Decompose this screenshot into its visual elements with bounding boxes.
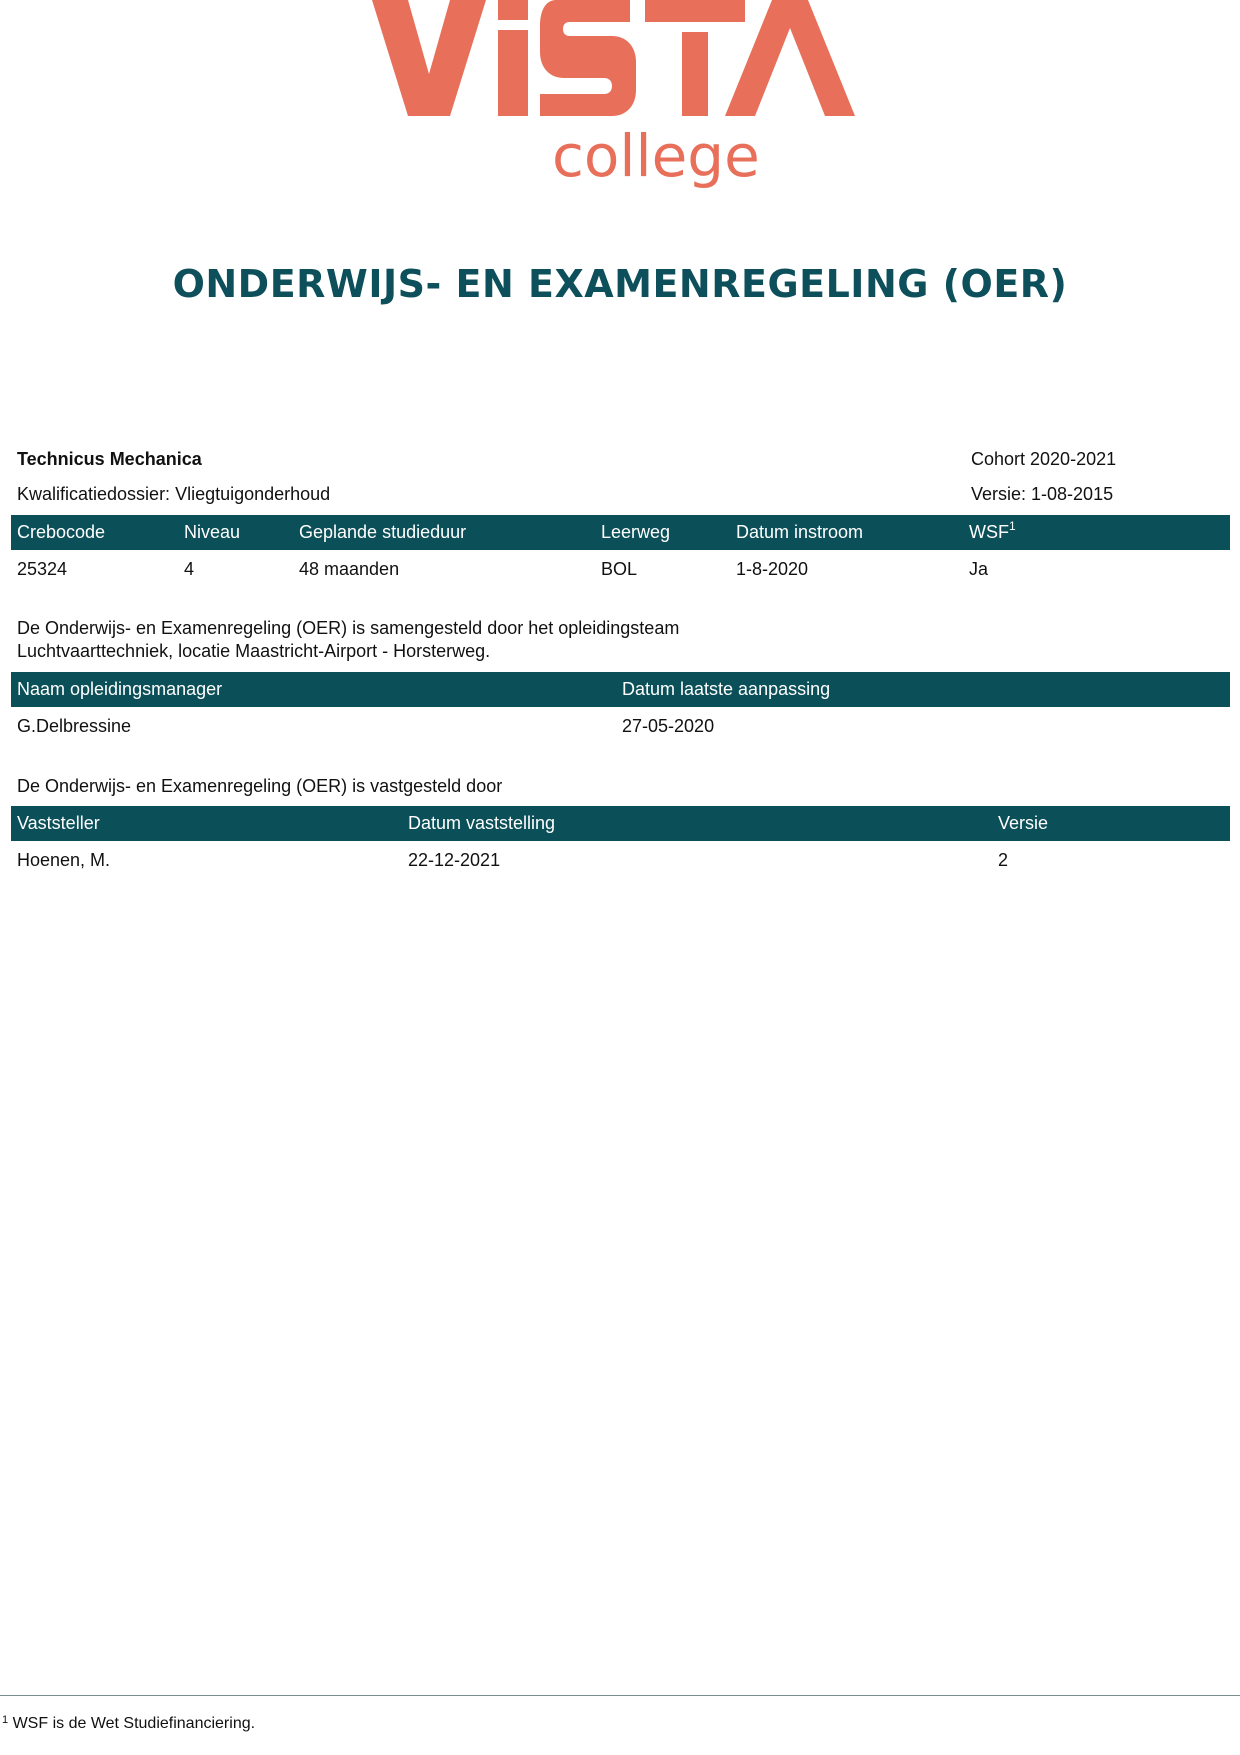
footnote-text: WSF is de Wet Studiefinanciering. <box>12 1715 256 1732</box>
table-header-row <box>11 672 1230 707</box>
cell-datum-vaststelling: 22-12-2021 <box>408 850 501 870</box>
cell-leerweg: BOL <box>601 559 638 579</box>
header-datum-vaststelling: Datum vaststelling <box>408 813 556 833</box>
program-name: Technicus Mechanica <box>17 449 202 469</box>
composed-by-line-2: Luchtvaarttechniek, locatie Maastricht-Airport - Horsterweg. <box>17 641 491 661</box>
cell-laatste-aanpassing: 27-05-2020 <box>622 716 715 736</box>
version-label: Versie: 1-08-2015 <box>971 484 1114 504</box>
cell-niveau: 4 <box>184 559 195 579</box>
cell-opleidingsmanager: G.Delbressine <box>17 716 132 736</box>
footnote <box>2 1714 255 1734</box>
establishment-table <box>11 806 1230 879</box>
footnote-reference: 1 <box>1009 519 1016 533</box>
table-header-row <box>11 806 1230 841</box>
logo-graphic <box>360 0 880 210</box>
vista-college-logo <box>360 0 880 210</box>
document-title: ONDERWIJS- EN EXAMENREGELING (OER) <box>172 262 1068 306</box>
composed-by-line-1: De Onderwijs- en Examenregeling (OER) is samengesteld door het opleidingsteam <box>17 618 680 638</box>
cell-vaststeller: Hoenen, M. <box>17 850 111 870</box>
header-wsf <box>969 515 1016 550</box>
table-header-row <box>11 515 1230 550</box>
program-details-table <box>11 515 1230 588</box>
qualification-label: Kwalificatiedossier: Vliegtuigonderhoud <box>17 484 331 504</box>
table-row <box>11 707 1230 745</box>
established-by-paragraph: De Onderwijs- en Examenregeling (OER) is vastgesteld door <box>17 776 503 796</box>
header-versie: Versie <box>998 813 1049 833</box>
cell-versie: 2 <box>998 850 1009 870</box>
table-row <box>11 550 1230 588</box>
header-studieduur: Geplande studieduur <box>299 522 467 542</box>
cell-wsf: Ja <box>969 559 989 579</box>
logo-subline: college <box>552 122 760 190</box>
header-wsf-label: WSF <box>969 522 1009 542</box>
cell-crebocode: 25324 <box>17 559 68 579</box>
header-niveau: Niveau <box>184 522 241 542</box>
cell-datum-instroom: 1-8-2020 <box>736 559 809 579</box>
cell-studieduur: 48 maanden <box>299 559 400 579</box>
table-row <box>11 841 1230 879</box>
footnote-separator <box>0 1695 1240 1696</box>
manager-table <box>11 672 1230 745</box>
composed-by-paragraph <box>17 617 1117 663</box>
cohort-label: Cohort 2020-2021 <box>971 449 1117 469</box>
header-laatste-aanpassing: Datum laatste aanpassing <box>622 679 831 699</box>
header-leerweg: Leerweg <box>601 522 671 542</box>
header-vaststeller: Vaststeller <box>17 813 100 833</box>
footnote-mark: 1 <box>2 1714 9 1726</box>
header-crebocode: Crebocode <box>17 522 106 542</box>
header-opleidingsmanager: Naam opleidingsmanager <box>17 679 223 699</box>
header-datum-instroom: Datum instroom <box>736 522 864 542</box>
